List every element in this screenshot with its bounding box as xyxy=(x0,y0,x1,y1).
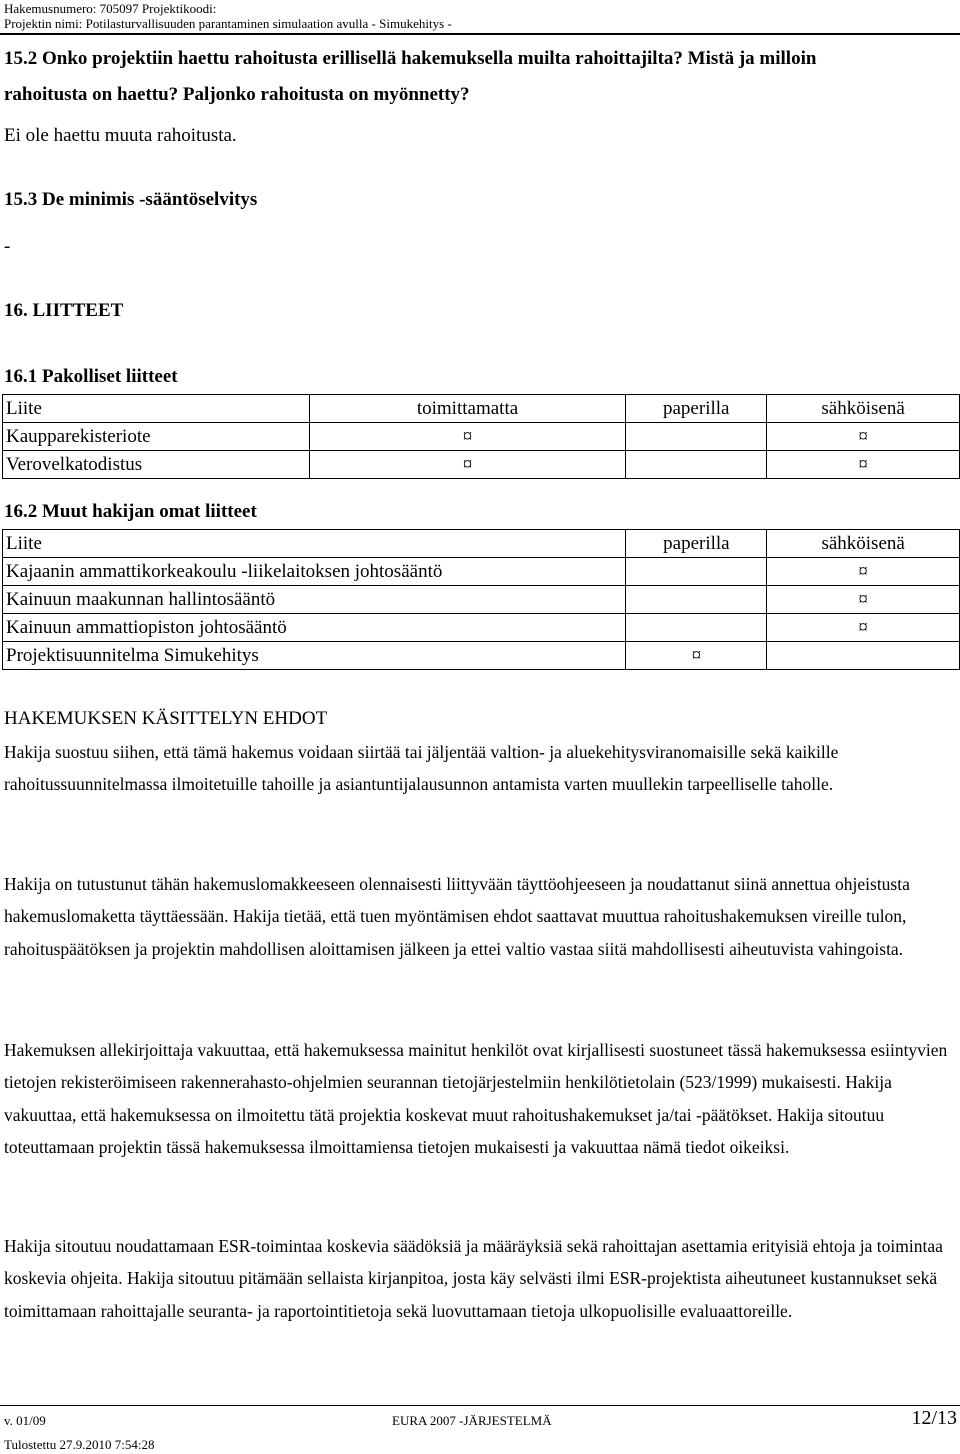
table-row xyxy=(3,423,960,451)
column-header: Liite xyxy=(3,395,310,423)
column-header: paperilla xyxy=(626,395,767,423)
footer-page-number: 12/13 xyxy=(911,1407,957,1429)
checkmark-icon: ¤ xyxy=(767,451,960,479)
attachment-name: Kainuun maakunnan hallintosääntö xyxy=(3,586,626,614)
terms-paragraph-3: Hakemuksen allekirjoittaja vakuuttaa, että hakemuksessa mainitut henkilöt ovat kirjallisesti suostuneet tässä hakemuksessa esiintyvien tietojen rekisteröimiseen rakennerahasto-ohjelmien seurannan tietojärjestelmiin henkilötietolain (523/1999) mukaisesti. Hakija vakuuttaa, että hakemuksessa on ilmoitettu tätä projektia koskevat muut rahoitushakemukset ja/tai -päätökset. Hakija sitoutuu toteuttamaan projektin tässä hakemuksessa ilmoittamiensa tietojen mukaisesti ja vakuuttaa nämä tiedot oikeiksi. xyxy=(4,1040,948,1157)
other-attachments-table xyxy=(2,529,960,670)
attachment-name: Projektisuunnitelma Simukehitys xyxy=(3,642,626,670)
column-header: sähköisenä xyxy=(767,530,960,558)
terms-paragraph-2: Hakija on tutustunut tähän hakemuslomakkeeseen olennaisesti liittyvään täyttöohjeeseen ja noudattanut siinä annettua ohjeistusta hakemuslomaketta täyttäessään. Hakija tietää, että tuen myöntämisen ehdot saattavat muuttua rahoitushakemuksen vireille tulon, rahoituspäätöksen ja projektin mahdollisen aloittamisen jälkeen ja ettei valtio vastaa siitä mahdollisesti aiheutuvista vahingoista. xyxy=(4,874,910,959)
table-cell xyxy=(767,642,960,670)
table-cell xyxy=(626,614,767,642)
attachment-name: Kaupparekisteriote xyxy=(3,423,310,451)
attachment-name: Verovelkatodistus xyxy=(3,451,310,479)
checkmark-icon: ¤ xyxy=(767,423,960,451)
terms-paragraph-1: Hakija suostuu siihen, että tämä hakemus voidaan siirtää tai jäljentää valtion- ja aluekehitysviranomaisille sekä kaikille rahoitussuunnitelmassa ilmoitetuille tahoille ja asiantuntijalausunnon antamista varten muullekin tarpeelliselle taholle. xyxy=(4,742,839,795)
section-16-1-heading: 16.1 Pakolliset liitteet xyxy=(4,366,178,387)
table-row xyxy=(3,586,960,614)
checkmark-icon: ¤ xyxy=(767,558,960,586)
header-application-number: Hakemusnumero: 705097 Projektikoodi: xyxy=(4,1,217,16)
attachment-name: Kajaanin ammattikorkeakoulu -liikelaitoksen johtosääntö xyxy=(3,558,626,586)
footer-version: v. 01/09 xyxy=(4,1413,46,1428)
mandatory-attachments-table xyxy=(2,394,960,479)
table-cell xyxy=(626,586,767,614)
header-divider xyxy=(0,33,960,35)
section-15-3-answer: - xyxy=(4,236,11,257)
table-row xyxy=(3,642,960,670)
footer-printed-date: Tulostettu 27.9.2010 7:54:28 xyxy=(4,1437,155,1452)
checkmark-icon: ¤ xyxy=(767,586,960,614)
column-header: Liite xyxy=(3,530,626,558)
section-15-2-answer: Ei ole haettu muuta rahoitusta. xyxy=(4,125,237,146)
terms-paragraph-4: Hakija sitoutuu noudattamaan ESR-toimintaa koskevia säädöksiä ja määräyksiä sekä rahoittajan asettamia erityisiä ehtoja ja toimintaa koskevia ohjeita. Hakija sitoutuu pitämään sellaista kirjanpitoa, josta käy selvästi ilmi ESR-projektista aiheutuneet kustannukset sekä toimittamaan rahoittajalle seuranta- ja raportointitietoja sekä luovuttamaan tietoja ulkopuolisille evaluaattoreille. xyxy=(4,1236,943,1321)
table-header-row xyxy=(3,530,960,558)
header-project-name: Projektin nimi: Potilasturvallisuuden parantaminen simulaation avulla - Simukehitys - xyxy=(4,16,452,31)
column-header: toimittamatta xyxy=(309,395,626,423)
table-cell xyxy=(626,423,767,451)
table-cell xyxy=(626,451,767,479)
section-15-3-heading: 15.3 De minimis -sääntöselvitys xyxy=(4,189,258,210)
checkmark-icon: ¤ xyxy=(626,642,767,670)
section-15-2-heading-line1: 15.2 Onko projektiin haettu rahoitusta erillisellä hakemuksella muilta rahoittajilta? Mistä ja milloin xyxy=(4,48,817,69)
checkmark-icon: ¤ xyxy=(309,451,626,479)
section-16-heading: 16. LIITTEET xyxy=(4,300,124,321)
column-header: paperilla xyxy=(626,530,767,558)
table-row xyxy=(3,558,960,586)
table-row xyxy=(3,451,960,479)
table-header-row xyxy=(3,395,960,423)
terms-heading: HAKEMUKSEN KÄSITTELYN EHDOT xyxy=(4,708,328,729)
checkmark-icon: ¤ xyxy=(767,614,960,642)
table-row xyxy=(3,614,960,642)
section-16-2-heading: 16.2 Muut hakijan omat liitteet xyxy=(4,501,257,522)
section-15-2-heading-line2: rahoitusta on haettu? Paljonko rahoitusta on myönnetty? xyxy=(4,84,470,105)
footer-system: EURA 2007 -JÄRJESTELMÄ xyxy=(392,1413,552,1428)
table-cell xyxy=(626,558,767,586)
checkmark-icon: ¤ xyxy=(309,423,626,451)
footer-divider xyxy=(0,1405,960,1406)
column-header: sähköisenä xyxy=(767,395,960,423)
attachment-name: Kainuun ammattiopiston johtosääntö xyxy=(3,614,626,642)
